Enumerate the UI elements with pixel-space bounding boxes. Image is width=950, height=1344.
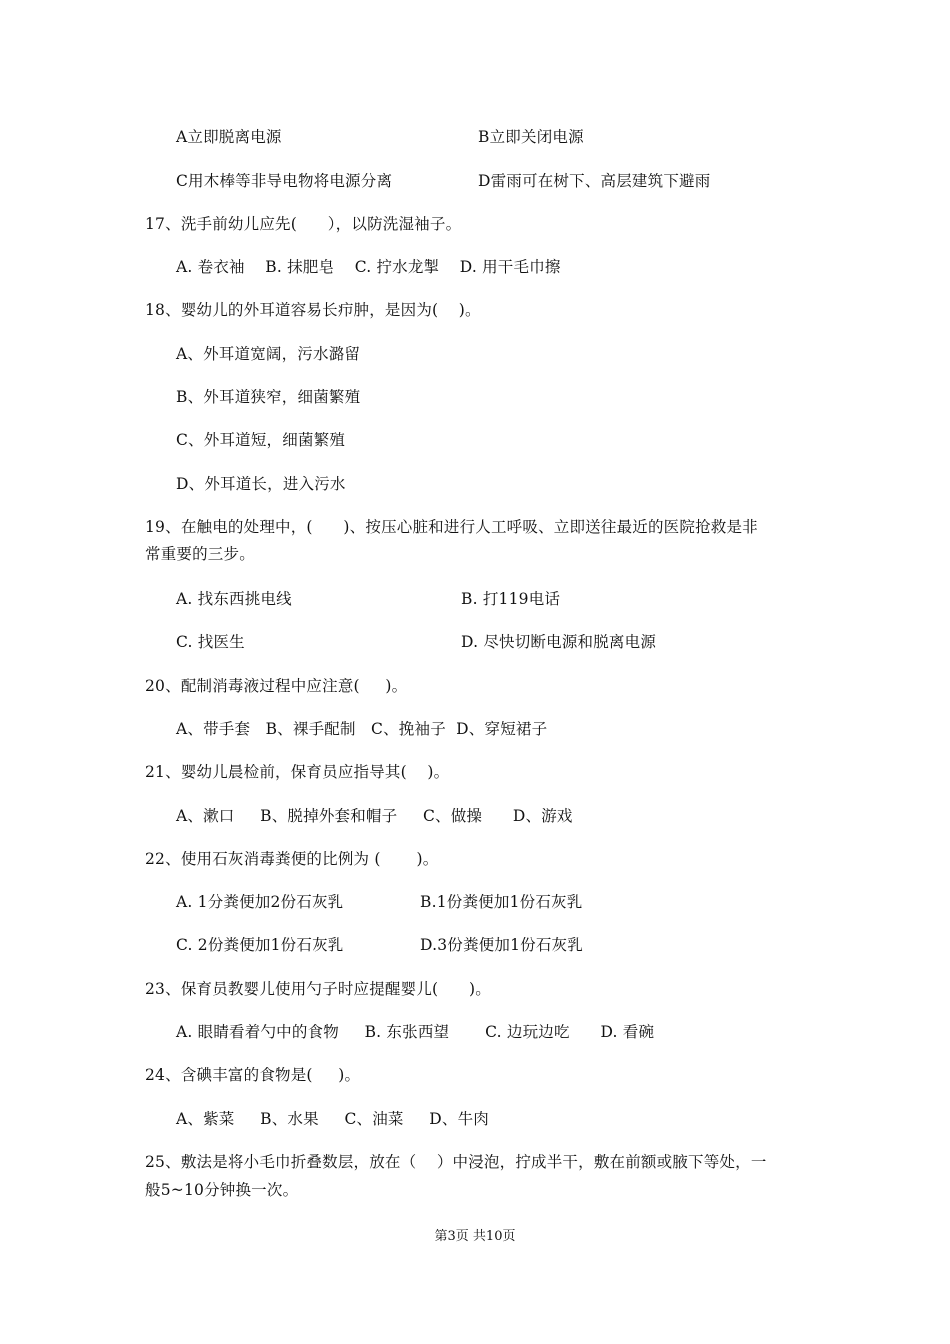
- question-22-option-b: B.1份粪便加1份石灰乳: [420, 893, 583, 911]
- question-19-option-b: B. 打119电话: [461, 590, 561, 608]
- question-18-option-b: B、外耳道狭窄，细菌繁殖: [176, 388, 361, 406]
- question-19: 19、在触电的处理中，( )、按压心脏和进行人工呼吸、立即送往最近的医院抢救是非: [145, 518, 758, 536]
- question-20: 20、配制消毒液过程中应注意( )。: [145, 677, 408, 695]
- question-19-continued: 常重要的三步。: [145, 545, 255, 563]
- question-25: 25、敷法是将小毛巾折叠数层，放在（ ）中浸泡，拧成半干，敷在前额或腋下等处，一: [145, 1153, 767, 1171]
- question-24: 24、含碘丰富的食物是( )。: [145, 1066, 361, 1084]
- question-21-options: A、漱口 B、脱掉外套和帽子 C、做操 D、游戏: [176, 807, 573, 825]
- page-footer: 第3页 共10页: [434, 1229, 516, 1244]
- question-25-continued: 般5~10分钟换一次。: [145, 1181, 299, 1199]
- question-22-option-a: A. 1分粪便加2份石灰乳: [176, 893, 344, 911]
- question-24-options: A、紫菜 B、水果 C、油菜 D、牛肉: [176, 1110, 489, 1128]
- question-19-option-d: D. 尽快切断电源和脱离电源: [461, 633, 657, 651]
- question-23-options: A. 眼睛看着勺中的食物 B. 东张西望 C. 边玩边吃 D. 看碗: [176, 1023, 655, 1041]
- question-23: 23、保育员教婴儿使用勺子时应提醒婴儿( )。: [145, 980, 491, 998]
- question-17-options: A. 卷衣袖 B. 抹肥皂 C. 拧水龙掣 D. 用干毛巾擦: [176, 258, 561, 276]
- question-18-option-c: C、外耳道短，细菌繁殖: [176, 431, 346, 449]
- question-18-option-d: D、外耳道长，进入污水: [176, 475, 346, 493]
- question-20-options: A、带手套 B、裸手配制 C、挽袖子 D、穿短裙子: [176, 720, 548, 738]
- question-22: 22、使用石灰消毒粪便的比例为 ( )。: [145, 850, 439, 868]
- question-18: 18、婴幼儿的外耳道容易长疖肿，是因为( )。: [145, 301, 481, 319]
- question-19-option-c: C. 找医生: [176, 633, 245, 651]
- question-19-option-a: A. 找东西挑电线: [176, 590, 292, 608]
- option-b-line: B立即关闭电源: [478, 128, 584, 146]
- question-22-option-c: C. 2份粪便加1份石灰乳: [176, 936, 344, 954]
- question-21: 21、婴幼儿晨检前，保育员应指导其( )。: [145, 763, 450, 781]
- option-d-line: D雷雨可在树下、高层建筑下避雨: [478, 172, 711, 190]
- question-22-option-d: D.3份粪便加1份石灰乳: [420, 936, 583, 954]
- question-17: 17、洗手前幼儿应先( ），以防洗湿袖子。: [145, 215, 462, 233]
- option-a-line: A立即脱离电源: [176, 128, 282, 146]
- question-18-option-a: A、外耳道宽阔，污水潞留: [176, 345, 361, 363]
- option-c-line: C用木棒等非导电物将电源分离: [176, 172, 393, 190]
